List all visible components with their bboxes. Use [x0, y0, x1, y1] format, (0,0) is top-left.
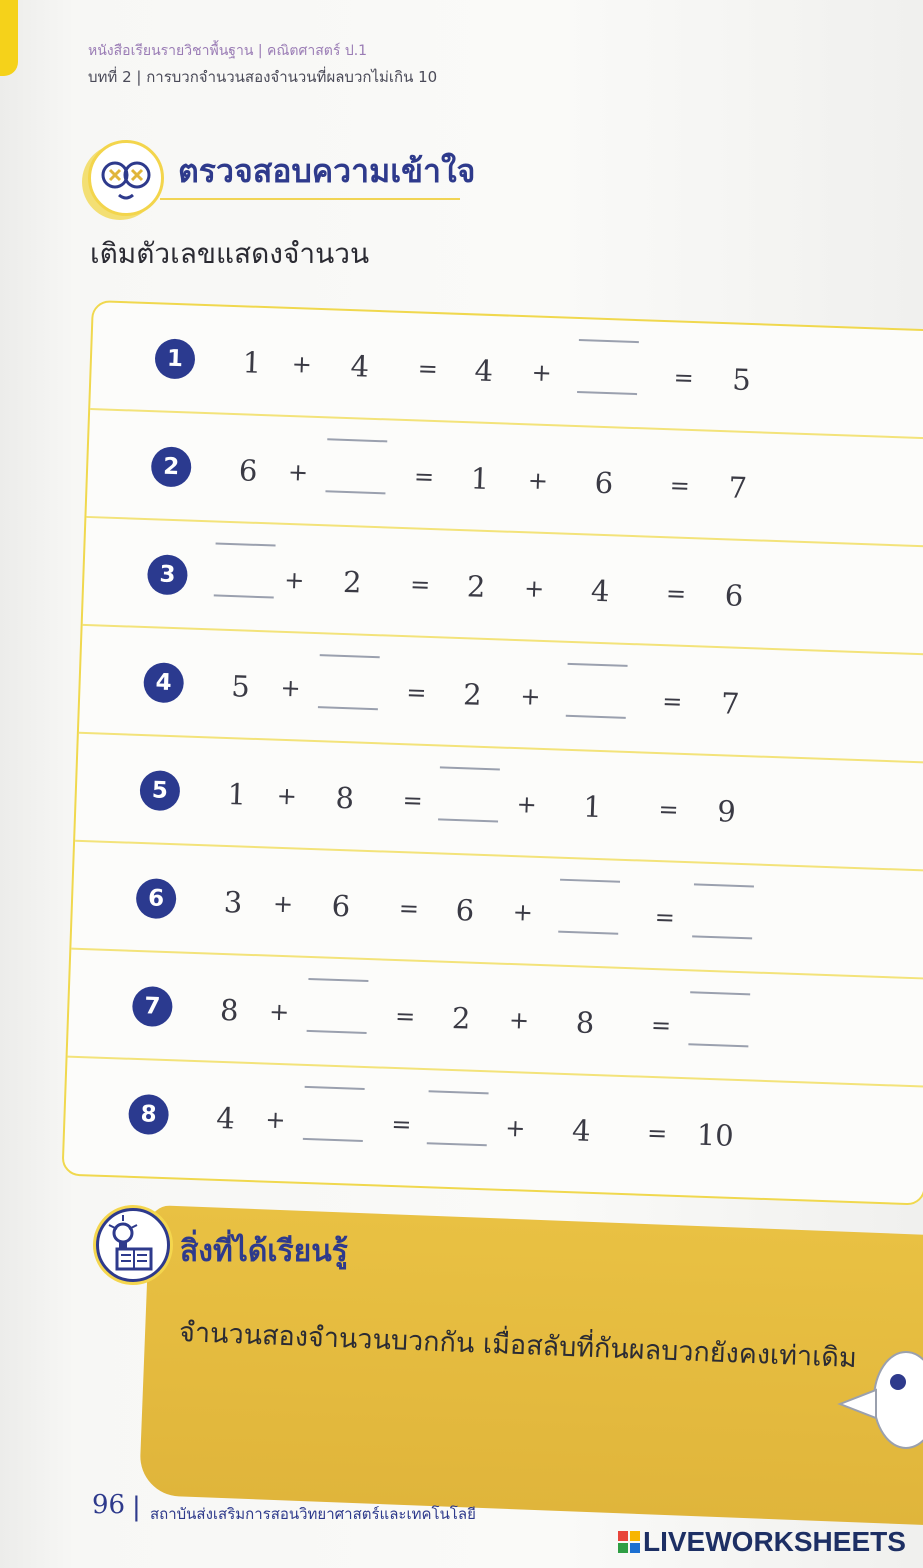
title-underline — [160, 198, 460, 200]
page-number: 96 — [92, 1490, 126, 1520]
number: 1 — [582, 789, 603, 825]
equals-sign: = — [673, 363, 695, 393]
equals-sign: = — [398, 894, 420, 923]
exercise-number-badge: 4 — [143, 662, 184, 703]
plus-sign: + — [512, 898, 534, 927]
plus-sign: + — [504, 1113, 526, 1143]
plus-sign: + — [283, 565, 305, 595]
number: 2 — [451, 1001, 471, 1036]
plus-sign: + — [519, 682, 541, 711]
equals-sign: = — [658, 795, 680, 824]
plus-sign: + — [516, 790, 538, 819]
equals-sign: = — [402, 786, 424, 815]
number: 3 — [223, 884, 243, 920]
number: 6 — [594, 465, 614, 501]
equals-sign: = — [394, 1002, 416, 1031]
number: 4 — [473, 353, 494, 389]
equals-sign: = — [417, 354, 439, 384]
instruction-text: เติมตัวเลขแสดงจำนวน — [90, 237, 370, 270]
answer-blank[interactable] — [692, 883, 754, 939]
equals-sign: = — [405, 678, 428, 707]
equals-sign: = — [413, 462, 435, 492]
plus-sign: + — [291, 350, 313, 379]
watermark — [618, 1526, 906, 1558]
answer-blank[interactable] — [318, 654, 380, 710]
exercise-number-badge: 5 — [139, 770, 180, 811]
number: 6 — [455, 893, 475, 928]
equals-sign: = — [661, 687, 683, 716]
plus-sign: + — [531, 358, 553, 388]
section-title: ตรวจสอบความเข้าใจ — [178, 152, 476, 190]
exercise-number-badge: 2 — [151, 446, 192, 487]
equals-sign: = — [646, 1118, 668, 1148]
glasses-icon — [88, 140, 164, 216]
learned-text: จำนวนสองจำนวนบวกกัน เมื่อสลับที่กันผลบวกยังคงเท่าเดิม — [178, 1316, 858, 1375]
logo-square — [630, 1531, 640, 1541]
exercise-number-badge: 1 — [154, 338, 195, 379]
logo-square — [618, 1531, 628, 1541]
logo-square — [618, 1543, 628, 1553]
number: 4 — [350, 349, 370, 384]
number: 10 — [696, 1117, 735, 1153]
answer-blank[interactable] — [427, 1090, 489, 1146]
number: 8 — [575, 1005, 595, 1040]
robot-mascot-icon — [836, 1340, 923, 1460]
answer-blank[interactable] — [307, 978, 369, 1034]
number: 4 — [215, 1100, 236, 1136]
equals-sign: = — [390, 1109, 412, 1139]
plus-sign: + — [272, 889, 294, 919]
plus-sign: + — [527, 466, 549, 496]
corner-tab — [0, 0, 18, 76]
number: 6 — [238, 453, 258, 488]
watermark-text: LIVEWORKSHEETS — [643, 1526, 906, 1557]
equals-sign: = — [665, 579, 687, 608]
number: 2 — [462, 677, 483, 712]
equals-sign: = — [654, 903, 676, 932]
publisher-name: สถาบันส่งเสริมการสอนวิทยาศาสตร์และเทคโนโลยี — [150, 1505, 476, 1523]
number: 6 — [724, 578, 744, 613]
answer-blank[interactable] — [438, 766, 500, 822]
lightbulb-book-icon — [96, 1208, 170, 1282]
book-title: หนังสือเรียนรายวิชาพื้นฐาน | คณิตศาสตร์ ป.1 — [88, 43, 368, 59]
number: 2 — [342, 564, 363, 600]
learned-title: สิ่งที่ได้เรียนรู้ — [180, 1234, 348, 1269]
answer-blank[interactable] — [303, 1086, 365, 1142]
number: 8 — [334, 780, 355, 816]
plus-sign: + — [280, 673, 302, 703]
equals-sign: = — [650, 1010, 672, 1040]
number: 7 — [720, 686, 741, 721]
equals-sign: = — [669, 471, 691, 500]
plus-sign: + — [264, 1105, 287, 1135]
answer-blank[interactable] — [688, 991, 750, 1047]
number: 2 — [466, 569, 487, 604]
answer-blank[interactable] — [325, 438, 387, 494]
watermark-logo-icon — [618, 1531, 640, 1553]
exercise-number-badge: 8 — [128, 1094, 169, 1135]
number: 4 — [590, 573, 610, 609]
number: 4 — [571, 1113, 592, 1148]
plus-sign: + — [268, 997, 290, 1027]
equals-sign: = — [409, 570, 431, 599]
plus-sign: + — [508, 1006, 530, 1035]
logo-square — [630, 1543, 640, 1553]
number: 1 — [242, 345, 262, 380]
number: 7 — [728, 470, 748, 505]
number: 9 — [716, 794, 737, 829]
number: 6 — [331, 888, 351, 924]
plus-sign: + — [523, 574, 545, 603]
plus-sign: + — [276, 781, 298, 811]
exercise-number-badge: 7 — [132, 986, 173, 1027]
answer-blank[interactable] — [566, 663, 628, 719]
number: 1 — [470, 461, 490, 496]
number: 5 — [230, 669, 251, 704]
exercise-number-badge: 6 — [135, 878, 176, 919]
number: 8 — [219, 992, 240, 1028]
chapter-title: บทที่ 2 | การบวกจำนวนสองจำนวนที่ผลบวกไม่เกิน 10 — [88, 68, 438, 86]
answer-blank[interactable] — [558, 879, 620, 935]
exercise-number-badge: 3 — [147, 554, 188, 595]
number: 1 — [227, 777, 247, 812]
plus-sign: + — [287, 457, 309, 487]
number: 5 — [731, 362, 752, 398]
answer-blank[interactable] — [577, 339, 639, 395]
exercise-card — [61, 300, 923, 1206]
footer-separator: | — [132, 1492, 141, 1522]
